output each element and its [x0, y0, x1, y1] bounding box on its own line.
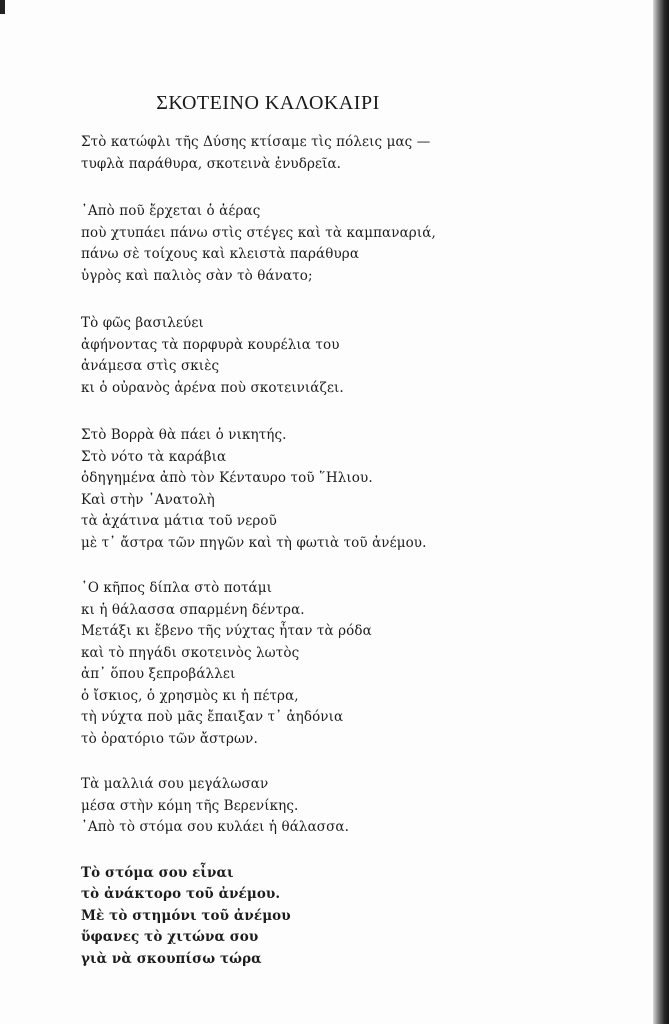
poem-line: μὲ τ᾿ ἄστρα τῶν πηγῶν καὶ τὴ φωτιὰ τοῦ ἀνέμου. [81, 534, 427, 551]
poem-line: ἀφήνοντας τὰ πορφυρὰ κουρέλια του [81, 336, 340, 353]
poem-line: καὶ τὸ πηγάδι σκοτεινὸς λωτὸς [81, 644, 300, 661]
stanza-2 [81, 201, 641, 287]
poem-line: ᾿Απὸ τὸ στόμα σου κυλάει ἡ θάλασσα. [81, 819, 350, 835]
poem-line: ἀπ᾿ ὅπου ξεπροβάλλει [81, 666, 236, 682]
poem-body [81, 132, 641, 970]
poem-line: τὸ ἀνάκτορο τοῦ ἀνέμου. [81, 886, 281, 902]
poem-line: κι ἡ θάλασσα σπαρμένη δέντρα. [81, 601, 305, 618]
scan-corner-mark [0, 0, 5, 14]
poem-line: Στὸ νότο τὰ καράβια [81, 448, 227, 465]
stanza-7 [81, 863, 641, 971]
poem-line: τὰ ἀχάτινα μάτια τοῦ νεροῦ [81, 513, 277, 529]
poem-title: ΣΚΟΤΕΙΝΟ ΚΑΛΟΚΑΙΡΙ [156, 92, 380, 114]
poem-line: Στὸ Βορρὰ θὰ πάει ὁ νικητής. [81, 427, 287, 443]
stanza-6 [81, 774, 641, 839]
poem-line: Τὰ μαλλιά σου μεγάλωσαν [81, 776, 269, 792]
poem-line: γιὰ νὰ σκουπίσω τώρα [81, 950, 262, 967]
poem-line: ποὺ χτυπάει πάνω στὶς στέγες καὶ τὰ καμπαναριά, [81, 224, 436, 241]
poem-line: Μὲ τὸ στημόνι τοῦ ἀνέμου [81, 907, 291, 924]
poem-line: τὴ νύχτα ποὺ μᾶς ἔπαιξαν τ᾿ ἀηδόνια [81, 709, 344, 725]
poem-line: Μετάξι κι ἔβενο τῆς νύχτας ἦταν τὰ ρόδα [81, 623, 372, 639]
page-edge-shadow [653, 0, 669, 1024]
poem-line: ὁ ἴσκιος, ὁ χρησμὸς κι ἡ πέτρα, [81, 687, 299, 704]
poem-line: ᾿Απὸ ποῦ ἔρχεται ὁ ἀέρας [81, 203, 261, 219]
stanza-1 [81, 132, 641, 175]
poem-line: τὸ ὀρατόριο τῶν ἄστρων. [81, 730, 258, 747]
poem-line: πάνω σὲ τοίχους καὶ κλειστὰ παράθυρα [81, 246, 360, 262]
poem-line: ὕφανες τὸ χιτώνα σου [81, 929, 259, 945]
poem-line: Καὶ στὴν ᾿Ανατολὴ [81, 491, 215, 508]
poem-line: Τὸ φῶς βασιλεύει [81, 315, 204, 331]
poem-line: κι ὁ οὐρανὸς ἀρένα ποὺ σκοτεινιάζει. [81, 379, 344, 396]
poem-line: ῾Ο κῆπος δίπλα στὸ ποτάμι [81, 580, 272, 596]
poem-line: ἀνάμεσα στὶς σκιὲς [81, 358, 220, 374]
stanza-5 [81, 578, 641, 750]
stanza-4 [81, 425, 641, 554]
poem-line: Τὸ στόμα σου εἶναι [81, 864, 234, 881]
poem-line: ὑγρὸς καὶ παλιὸς σὰν τὸ θάνατο; [81, 267, 313, 284]
poem-line: μέσα στὴν κόμη τῆς Βερενίκης. [81, 797, 299, 814]
poem-line: Στὸ κατώφλι τῆς Δύσης κτίσαμε τὶς πόλεις μας — [81, 134, 431, 150]
stanza-3 [81, 313, 641, 399]
poem-line: ὁδηγημένα ἀπὸ τὸν Κένταυρο τοῦ ῞Ηλιου. [81, 470, 373, 486]
poem-line: τυφλὰ παράθυρα, σκοτεινὰ ἐνυδρεῖα. [81, 155, 342, 172]
